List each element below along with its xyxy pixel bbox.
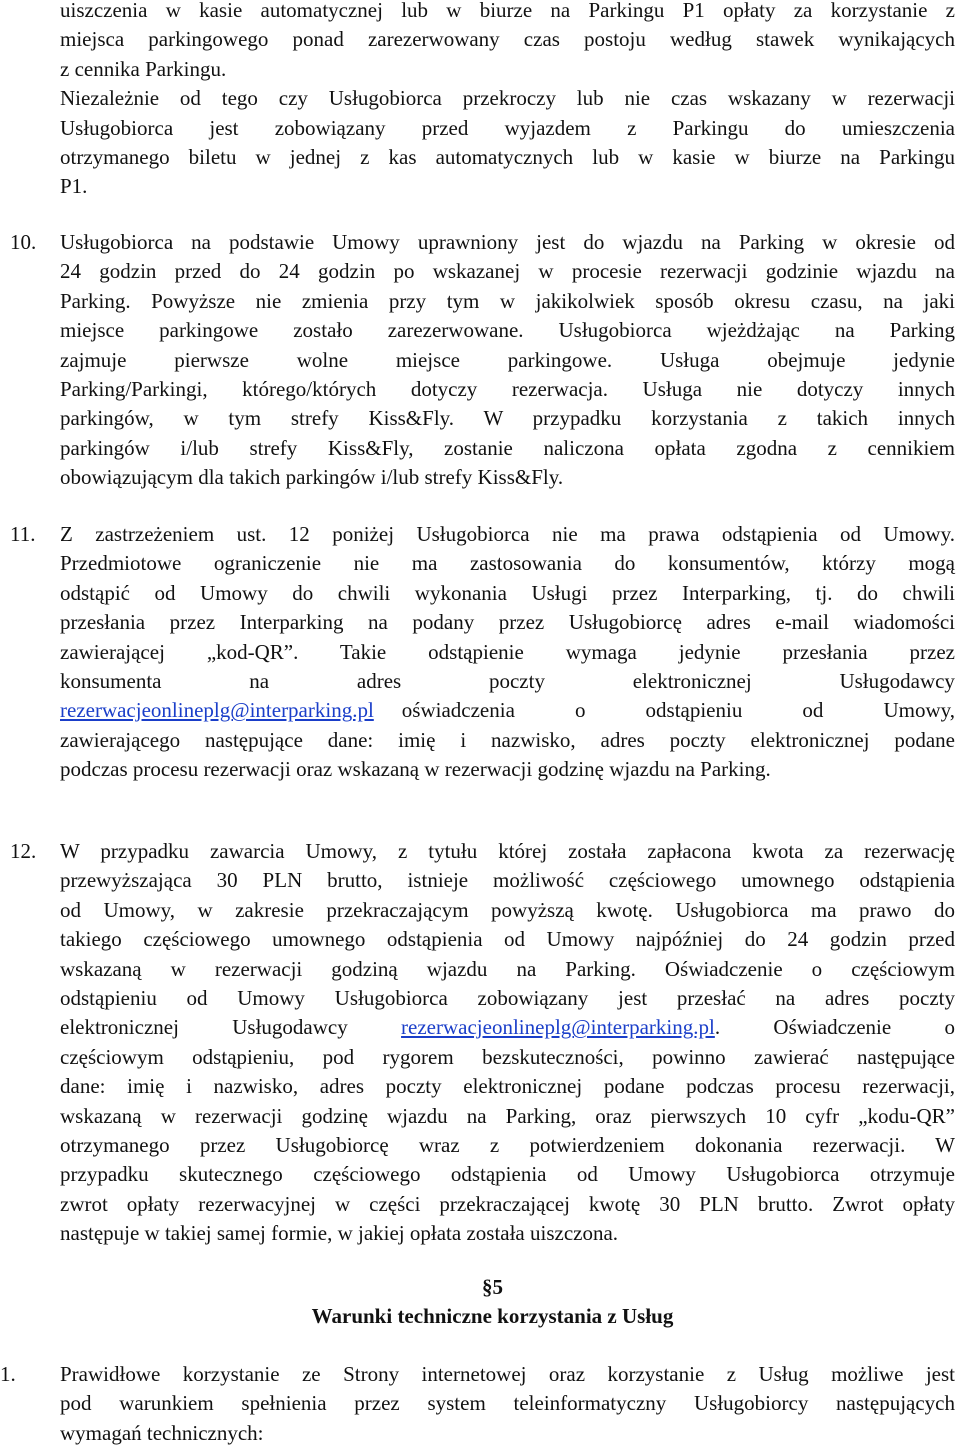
intro-line: otrzymanego biletu w jednej z kas automatycznych lub w kasie w biurze na Parkingu [60, 145, 955, 170]
intro-paragraph [60, 0, 955, 202]
item-1-line: pod warunkiem spełnienia przez system teleinformatyczny Usługobiorcy następujących [60, 1391, 955, 1416]
item-10-line: Parking. Powyższe nie zmienia przy tym w jakikolwiek sposób okresu czasu, na jaki [60, 288, 955, 313]
section-number: §5 [482, 1275, 503, 1299]
item-11-line-7-word: odstąpieniu [645, 698, 743, 723]
item-12-paragraph [60, 837, 955, 1249]
item-12-line: częściowym odstąpieniu, pod rygorem bezskuteczności, powinno zawierać następujące [60, 1044, 955, 1069]
item-11-line-7-word: o [574, 698, 586, 723]
item-10-paragraph [60, 228, 955, 493]
intro-line: z cennika Parkingu. [60, 56, 227, 81]
item-1-number: 1. [0, 1362, 16, 1386]
item-12-line: przewyższająca 30 PLN brutto, istnieje możliwość częściowego umownego odstąpienia [60, 868, 955, 893]
item-11-paragraph [60, 520, 955, 785]
item-10-line: zajmuje pierwsze wolne miejsce parkingowe. Usługa obejmuje jedynie [60, 347, 955, 372]
item-11-line-6-word: konsumenta [60, 669, 162, 694]
item-11-number: 11. [10, 522, 36, 546]
item-12-line: odstąpieniu od Umowy Usługobiorca zobowiązany jest przesłać na adres poczty [60, 986, 955, 1011]
intro-line: Niezależnie od tego czy Usługobiorca przekroczy lub nie czas wskazany w rezerwacji [60, 86, 955, 111]
item-11-line-6-word: Usługodawcy [839, 669, 955, 694]
item-10-line: parkingów i/lub strefy Kiss&Fly, zostanie naliczona opłata zgodna z cennikiem [60, 435, 955, 460]
item-11-line-7-word: Umowy, [883, 698, 955, 723]
intro-line: miejsca parkingowego ponad zarezerwowany czas postoju według stawek wynikających [60, 27, 955, 52]
item-1-line: Prawidłowe korzystanie ze Strony internetowej oraz korzystanie z Usług możliwe jest [60, 1362, 955, 1386]
item-10-line: 24 godzin przed do 24 godzin po wskazanej w procesie rezerwacji godzinie wjazdu na [60, 259, 955, 284]
item-11-line-7 [60, 696, 955, 725]
item-11-line-6-word: poczty [488, 669, 545, 694]
item-12-number: 12. [10, 839, 37, 863]
item-11-line: Przedmiotowe ograniczenie nie ma zastosowania do konsumentów, którzy mogą [60, 551, 955, 576]
item-10-line: miejsce parkingowe zostało zarezerwowane. Usługobiorca wjeżdżając na Parking [60, 318, 955, 343]
item-12-line: dane: imię i nazwisko, adres poczty elektronicznej podane podczas procesu rezerwacji, [60, 1074, 955, 1099]
item-12-line: zwrot opłaty rezerwacyjnej w części przekraczającej kwotę 30 PLN brutto. Zwrot opłaty [60, 1191, 955, 1216]
item-12-line: przypadku skutecznego częściowego odstąpienia od Umowy Usługobiorca otrzymuje [60, 1162, 955, 1187]
item-10-line: Usługobiorca na podstawie Umowy uprawniony jest do wjazdu na Parking w okresie od [60, 230, 955, 254]
item-12-line: W przypadku zawarcia Umowy, z tytułu której została zapłacona kwota za rezerwację [60, 839, 955, 863]
item-10-number: 10. [10, 230, 37, 254]
email-link[interactable]: rezerwacjeonlineplg@interparking.pl [60, 698, 374, 723]
section-title: Warunki techniczne korzystania z Usług [311, 1304, 674, 1328]
item-11-line: zawierającej „kod-QR”. Takie odstąpienie wymaga jedynie przesłania przez [60, 639, 955, 664]
item-12-line: od Umowy, w zakresie przekraczającym powyższą kwotę. Usługobiorca ma prawo do [60, 897, 955, 922]
item-12-line-7 [60, 1013, 955, 1042]
item-12-line: następuje w takiej samej formie, w jakiej opłata została uiszczona. [60, 1221, 619, 1246]
email-link[interactable]: rezerwacjeonlineplg@interparking.pl [401, 1015, 715, 1040]
item-10-line: Parking/Parkingi, którego/których dotyczy rezerwacja. Usługa nie dotyczy innych [60, 377, 955, 402]
item-11-line-7-word: oświadczenia [401, 698, 515, 723]
item-11-line: odstąpić od Umowy do chwili wykonania Usługi przez Interparking, tj. do chwili [60, 580, 955, 605]
item-11-line: Z zastrzeżeniem ust. 12 poniżej Usługobiorca nie ma prawa odstąpienia od Umowy. [60, 522, 955, 546]
item-11-line: podczas procesu rezerwacji oraz wskazaną w rezerwacji godzinę wjazdu na Parking. [60, 757, 771, 782]
item-12-line: takiego częściowego umownego odstąpienia od Umowy najpóźniej do 24 godzin przed [60, 927, 955, 952]
item-11-line: przesłania przez Interparking na podany przez Usługobiorcę adres e-mail wiadomości [60, 610, 955, 635]
item-12-line: otrzymanego przez Usługobiorcę wraz z potwierdzeniem dokonania rezerwacji. W [60, 1133, 955, 1158]
item-11-line-6-word: adres [356, 669, 402, 694]
item-11-line-6-word: na [249, 669, 270, 694]
item-10-line: obowiązującym dla takich parkingów i/lub strefy Kiss&Fly. [60, 465, 564, 490]
item-10-line: parkingów, w tym strefy Kiss&Fly. W przypadku korzystania z takich innych [60, 406, 955, 431]
intro-line: uiszczenia w kasie automatycznej lub w biurze na Parkingu P1 opłaty za korzystanie z [60, 0, 955, 22]
intro-line: Usługobiorca jest zobowiązany przed wyjazdem z Parkingu do umieszczenia [60, 115, 955, 140]
intro-line: P1. [60, 174, 88, 199]
item-11-line-6 [60, 667, 955, 696]
item-12-line: wskazaną w rezerwacji godziną wjazdu na Parking. Oświadczenie o częściowym [60, 956, 955, 981]
item-1-paragraph [60, 1360, 955, 1448]
item-11-line-6-word: elektronicznej [632, 669, 752, 694]
item-11-line: zawierającego następujące dane: imię i nazwisko, adres poczty elektronicznej podane [60, 727, 955, 752]
item-12-line-7-prefix: elektronicznej Usługodawcy [60, 1015, 402, 1040]
item-12-line-7-suffix: . Oświadczenie o [714, 1015, 955, 1040]
item-1-line: wymagań technicznych: [60, 1420, 264, 1445]
item-11-line-7-word: od [802, 698, 824, 723]
item-12-line: wskazaną w rezerwacji godzinę wjazdu na Parking, oraz pierwszych 10 cyfr „kodu-QR” [60, 1103, 955, 1128]
